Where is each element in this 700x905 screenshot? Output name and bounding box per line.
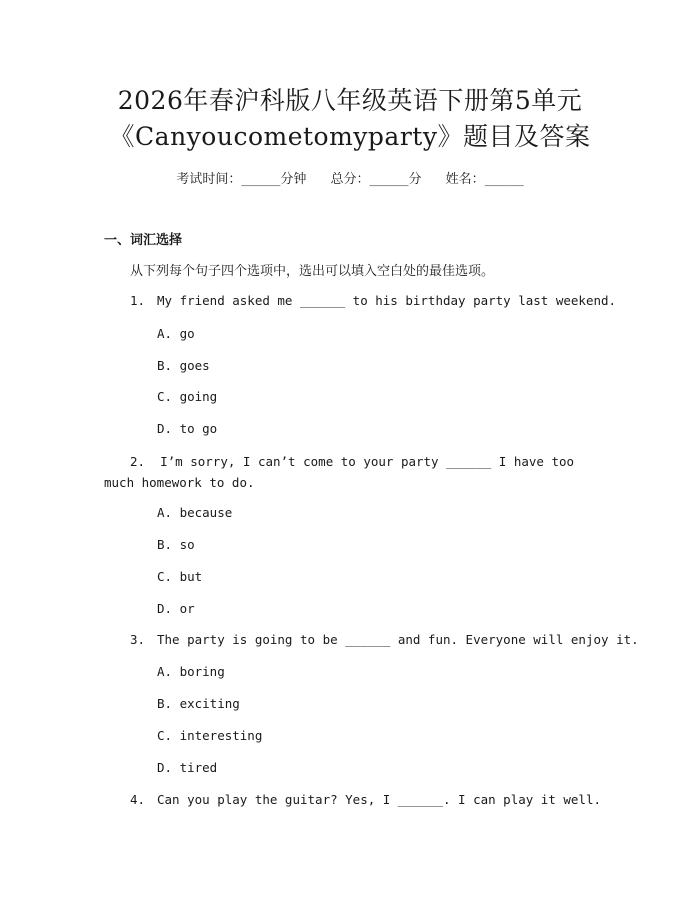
option: D. to go	[157, 421, 218, 436]
section-heading: 一、词汇选择	[104, 233, 183, 248]
exam-time: 考试时间：______分钟	[176, 172, 307, 187]
option: D. or	[157, 601, 195, 616]
question-number: 1.	[130, 293, 146, 308]
option: A. because	[157, 505, 233, 520]
question-number: 2.	[130, 454, 146, 469]
exam-name: 姓名：______	[445, 172, 524, 187]
question-text: Can you play the guitar? Yes, I ______. I can play it well.	[157, 792, 602, 807]
option: C. going	[157, 389, 218, 404]
option: C. but	[157, 569, 203, 584]
option: B. exciting	[157, 696, 240, 711]
option: B. goes	[157, 358, 210, 373]
option: B. so	[157, 537, 195, 552]
option: A. boring	[157, 664, 225, 679]
question-text: My friend asked me ______ to his birthday party last weekend.	[157, 293, 617, 308]
question-number: 3.	[130, 632, 146, 647]
section-instruction: 从下列每个句子四个选项中，选出可以填入空白处的最佳选项。	[130, 264, 495, 279]
question-text: The party is going to be ______ and fun. Everyone will enjoy it.	[157, 632, 639, 647]
question-1	[130, 293, 616, 308]
question-4	[130, 792, 601, 807]
title-line-2: 《Canyoucometomyparty》题目及答案	[109, 122, 591, 151]
exam-meta	[0, 168, 700, 187]
exam-score: 总分：______分	[330, 172, 422, 187]
title-line-1: 2026年春沪科版八年级英语下册第5单元	[117, 86, 583, 115]
question-text: I’m sorry, I can’t come to your party ______ I have too much homework to do.	[104, 454, 575, 490]
question-2	[104, 451, 604, 493]
option: C. interesting	[157, 728, 263, 743]
option: A. go	[157, 326, 195, 341]
question-3	[130, 632, 639, 647]
question-number: 4.	[130, 792, 146, 807]
option: D. tired	[157, 760, 218, 775]
